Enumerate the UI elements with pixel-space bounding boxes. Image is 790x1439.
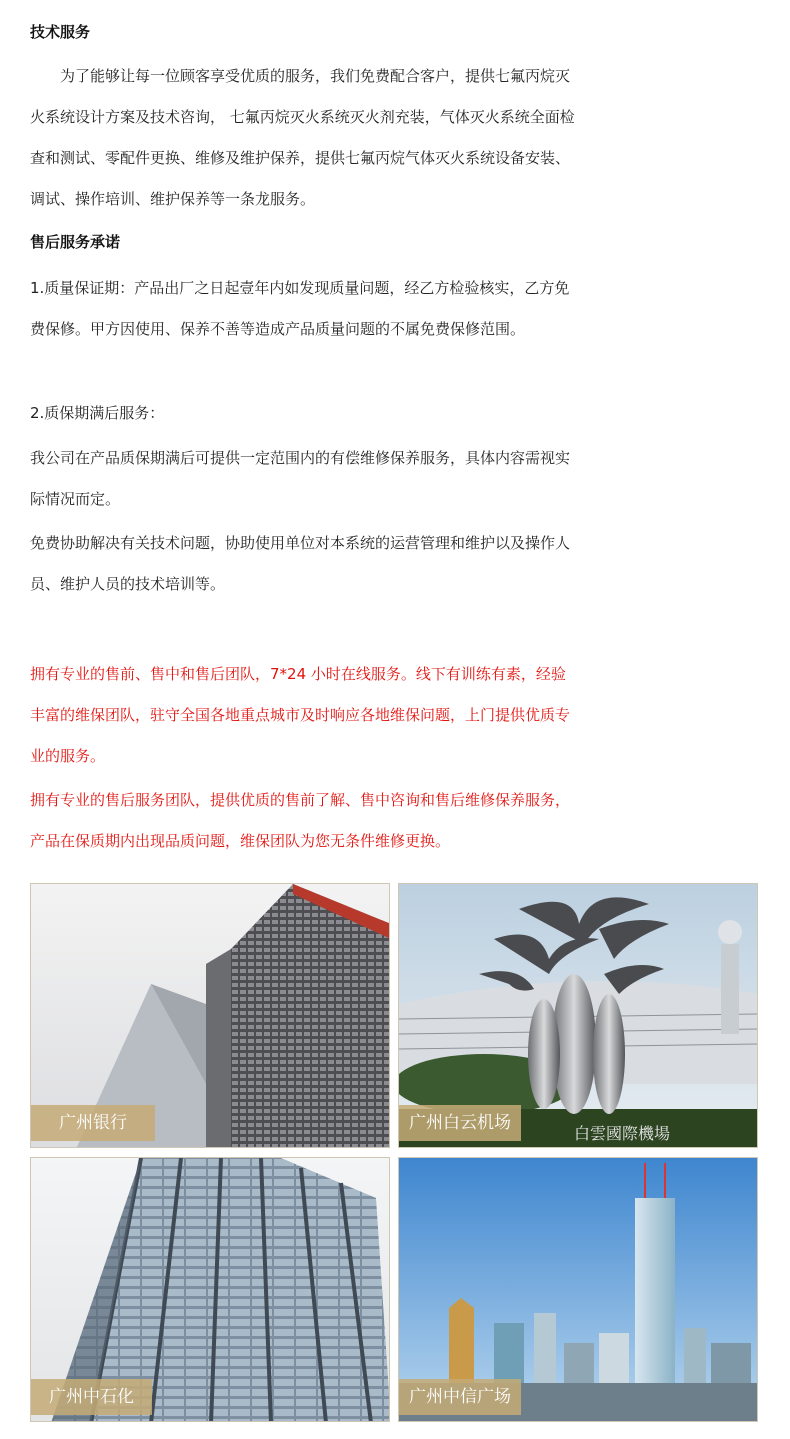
caption-bank: 广州银行 <box>31 1105 155 1141</box>
tech-service-body: 为了能够让每一位顾客享受优质的服务，我们免费配合客户，提供七氟丙烷灭火系统设计方案及技术咨询， 七氟丙烷灭火系统灭火剂充装，气体灭火系统全面检查和测试、零配件更换、维修及维护保养，提供七氟丙烷气体灭火系统设备安装、调试、操作培训、维护保养等一条龙服务。 <box>30 67 575 208</box>
tech-service-heading: 技术服务 <box>30 23 91 41</box>
team-promo-text: 拥有专业的售前、售中和售后团队，7*24 小时在线服务。线下有训练有素，经验丰富的维保团队，驻守全国各地重点城市及时响应各地维保问题，上门提供优质专业的服务。 <box>30 665 571 765</box>
post-warranty-body: 我公司在产品质保期满后可提供一定范围内的有偿维修保养服务，具体内容需视实际情况而定。 <box>30 449 571 508</box>
technical-assistance-text: 免费协助解决有关技术问题，协助使用单位对本系统的运营管理和维护以及操作人员、维护人员的技术培训等。 <box>30 534 571 593</box>
caption-airport: 广州白云机场 <box>399 1105 521 1141</box>
after-sales-heading: 售后服务承诺 <box>30 233 121 251</box>
photo-sinopec <box>30 1157 390 1422</box>
post-warranty-heading: 2.质保期满后服务： <box>30 404 165 422</box>
caption-citic: 广州中信广场 <box>399 1379 521 1415</box>
photo-baiyun-airport <box>398 883 758 1148</box>
caption-sinopec: 广州中石化 <box>31 1379 152 1415</box>
warranty-period-text: 1.质量保证期：产品出厂之日起壹年内如发现质量问题，经乙方检验核实，乙方免费保修。甲方因使用、保养不善等造成产品质量问题的不属免费保修范围。 <box>30 279 570 338</box>
photo-citic-plaza <box>398 1157 758 1422</box>
after-sales-team-text: 拥有专业的售后服务团队，提供优质的售前了解、售中咨询和售后维修保养服务，产品在保质期内出现品质问题，维保团队为您无条件维修更换。 <box>30 791 571 850</box>
airport-sign-text: 白雲國際機場 <box>574 1124 671 1143</box>
photo-guangzhou-bank <box>30 883 390 1148</box>
